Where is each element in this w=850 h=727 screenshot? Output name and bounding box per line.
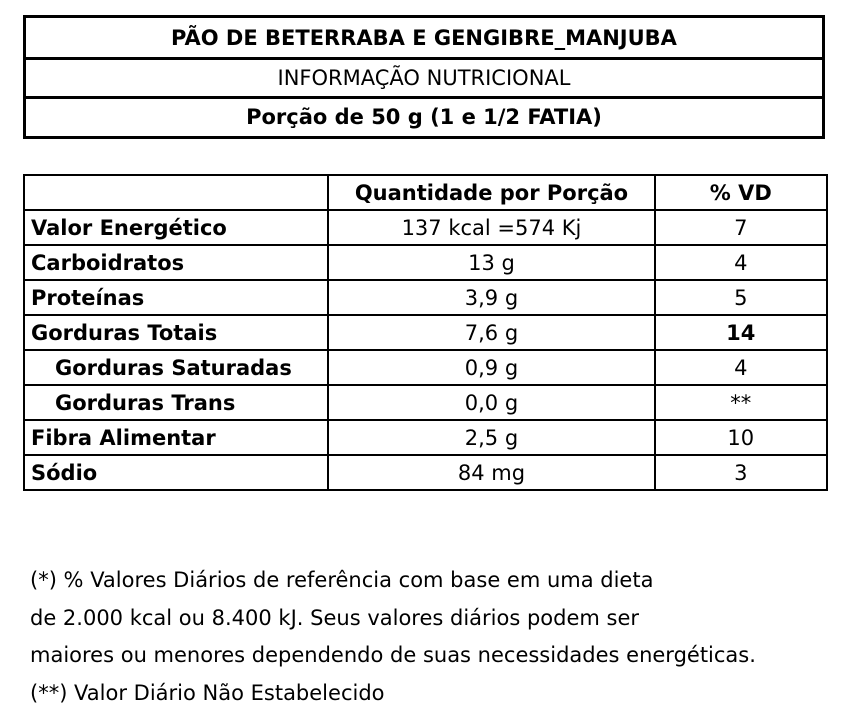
nutrient-label: Gorduras Saturadas <box>24 350 328 385</box>
nutrient-quantity: 0,0 g <box>328 385 654 420</box>
nutrient-vd: 10 <box>655 420 827 455</box>
nutrient-quantity: 7,6 g <box>328 315 654 350</box>
nutrient-quantity: 0,9 g <box>328 350 654 385</box>
table-row <box>24 420 827 455</box>
nutrient-label: Valor Energético <box>24 210 328 245</box>
footnote-line: (*) % Valores Diários de referência com base em uma dieta <box>30 568 654 592</box>
table-row <box>24 280 827 315</box>
table-header-row <box>24 175 827 210</box>
nutrition-table <box>23 174 828 491</box>
nutrient-vd: 14 <box>655 315 827 350</box>
nutrient-quantity: 13 g <box>328 245 654 280</box>
nutrient-label: Fibra Alimentar <box>24 420 328 455</box>
portion-size: Porção de 50 g (1 e 1/2 FATIA) <box>26 96 822 135</box>
table-row <box>24 350 827 385</box>
nutrient-label: Gorduras Trans <box>24 385 328 420</box>
nutrient-label: Sódio <box>24 455 328 490</box>
footnote-line: maiores ou menores dependendo de suas necessidades energéticas. <box>30 643 756 667</box>
table-row <box>24 245 827 280</box>
nutrient-vd: ** <box>655 385 827 420</box>
column-header-nutrient <box>24 175 328 210</box>
nutrient-label: Proteínas <box>24 280 328 315</box>
nutrient-vd: 4 <box>655 245 827 280</box>
nutrient-label: Carboidratos <box>24 245 328 280</box>
table-row <box>24 385 827 420</box>
product-name: PÃO DE BETERRABA E GENGIBRE_MANJUBA <box>171 25 677 50</box>
nutrient-vd: 7 <box>655 210 827 245</box>
nutrient-label: Gorduras Totais <box>24 315 328 350</box>
nutrient-quantity: 137 kcal =574 Kj <box>328 210 654 245</box>
footnote-line: (**) Valor Diário Não Estabelecido <box>30 680 385 705</box>
table-row <box>24 210 827 245</box>
nutrient-quantity: 3,9 g <box>328 280 654 315</box>
nutrient-quantity: 2,5 g <box>328 420 654 455</box>
column-header-vd: % VD <box>655 175 827 210</box>
footnotes <box>30 562 840 712</box>
nutrient-vd: 4 <box>655 350 827 385</box>
nutrient-quantity: 84 mg <box>328 455 654 490</box>
footnote-line: de 2.000 kcal ou 8.400 kJ. Seus valores diários podem ser <box>30 605 640 630</box>
column-header-quantity: Quantidade por Porção <box>328 175 654 210</box>
nutrient-vd: 5 <box>655 280 827 315</box>
table-row <box>24 315 827 350</box>
info-title: INFORMAÇÃO NUTRICIONAL <box>26 57 822 96</box>
nutrient-vd: 3 <box>655 455 827 490</box>
table-row <box>24 455 827 490</box>
header-box <box>23 15 825 139</box>
